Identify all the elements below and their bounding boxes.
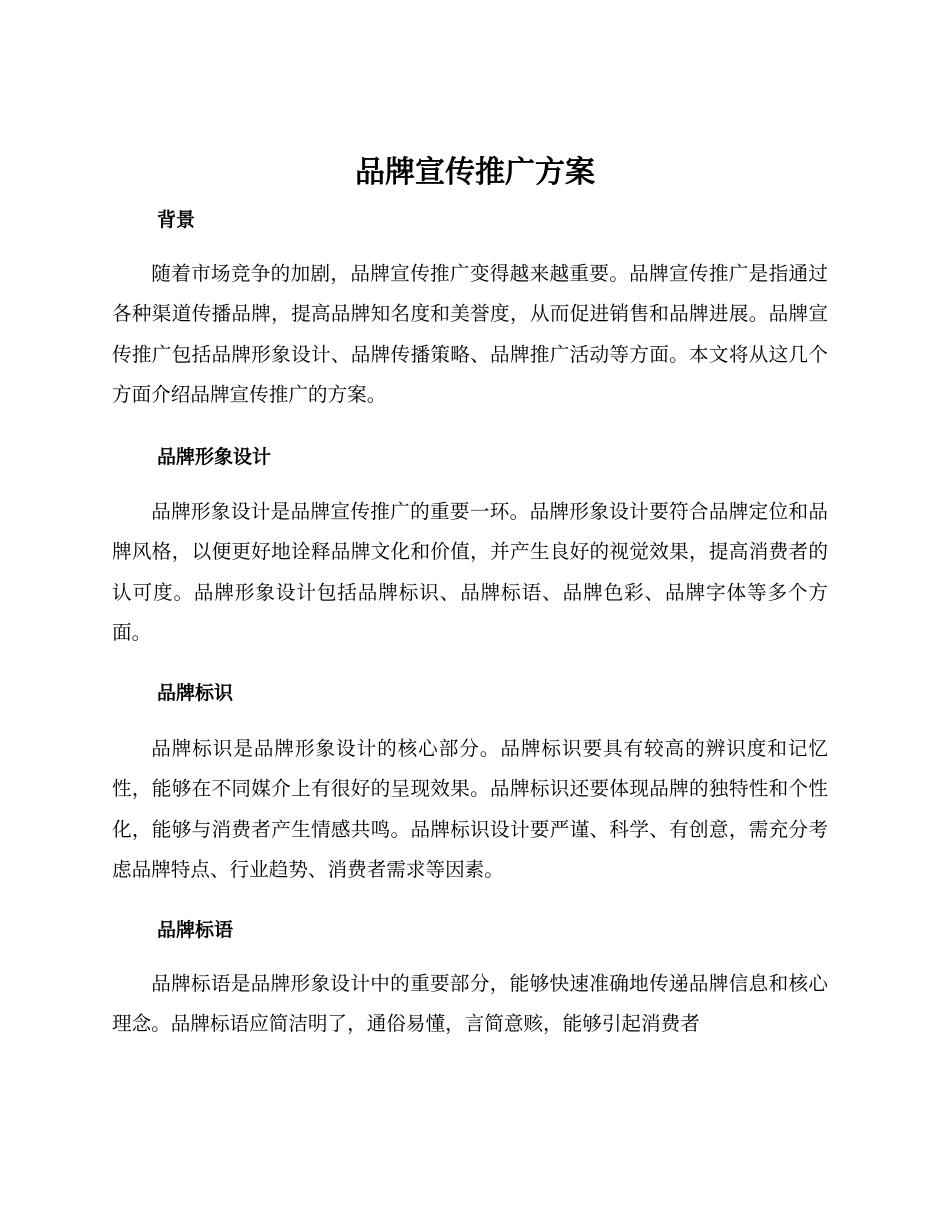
section-heading-brand-image-design: 品牌形象设计 — [157, 446, 272, 468]
section-heading-brand-slogan: 品牌标语 — [157, 919, 234, 941]
section-paragraph-background: 随着市场竞争的加剧，品牌宣传推广变得越来越重要。品牌宣传推广是指通过各种渠道传播品牌，提高品牌知名度和美誉度，从而促进销售和品牌进展。品牌宣传推广包括品牌形象设计、品牌传播策略、品牌推广活动等方面。本文将从这几个方面介绍品牌宣传推广的方案。 — [112, 262, 828, 406]
section-paragraph-brand-image-design: 品牌形象设计是品牌宣传推广的重要一环。品牌形象设计要符合品牌定位和品牌风格，以便更好地诠释品牌文化和价值，并产生良好的视觉效果，提高消费者的认可度。品牌形象设计包括品牌标识、品牌标语、品牌色彩、品牌字体等多个方面。 — [112, 500, 828, 644]
section-heading-brand-logo: 品牌标识 — [157, 682, 234, 704]
section-paragraph-brand-logo: 品牌标识是品牌形象设计的核心部分。品牌标识要具有较高的辨识度和记忆性，能够在不同媒介上有很好的呈现效果。品牌标识还要体现品牌的独特性和个性化，能够与消费者产生情感共鸣。品牌标识设计要严谨、科学、有创意，需充分考虑品牌特点、行业趋势、消费者需求等因素。 — [112, 737, 828, 881]
section-paragraph-brand-slogan: 品牌标语是品牌形象设计中的重要部分，能够快速准确地传递品牌信息和核心理念。品牌标语应简洁明了，通俗易懂，言简意赅，能够引起消费者 — [112, 972, 828, 1036]
section-heading-background: 背景 — [157, 209, 196, 231]
document-title: 品牌宣传推广方案 — [355, 155, 595, 190]
